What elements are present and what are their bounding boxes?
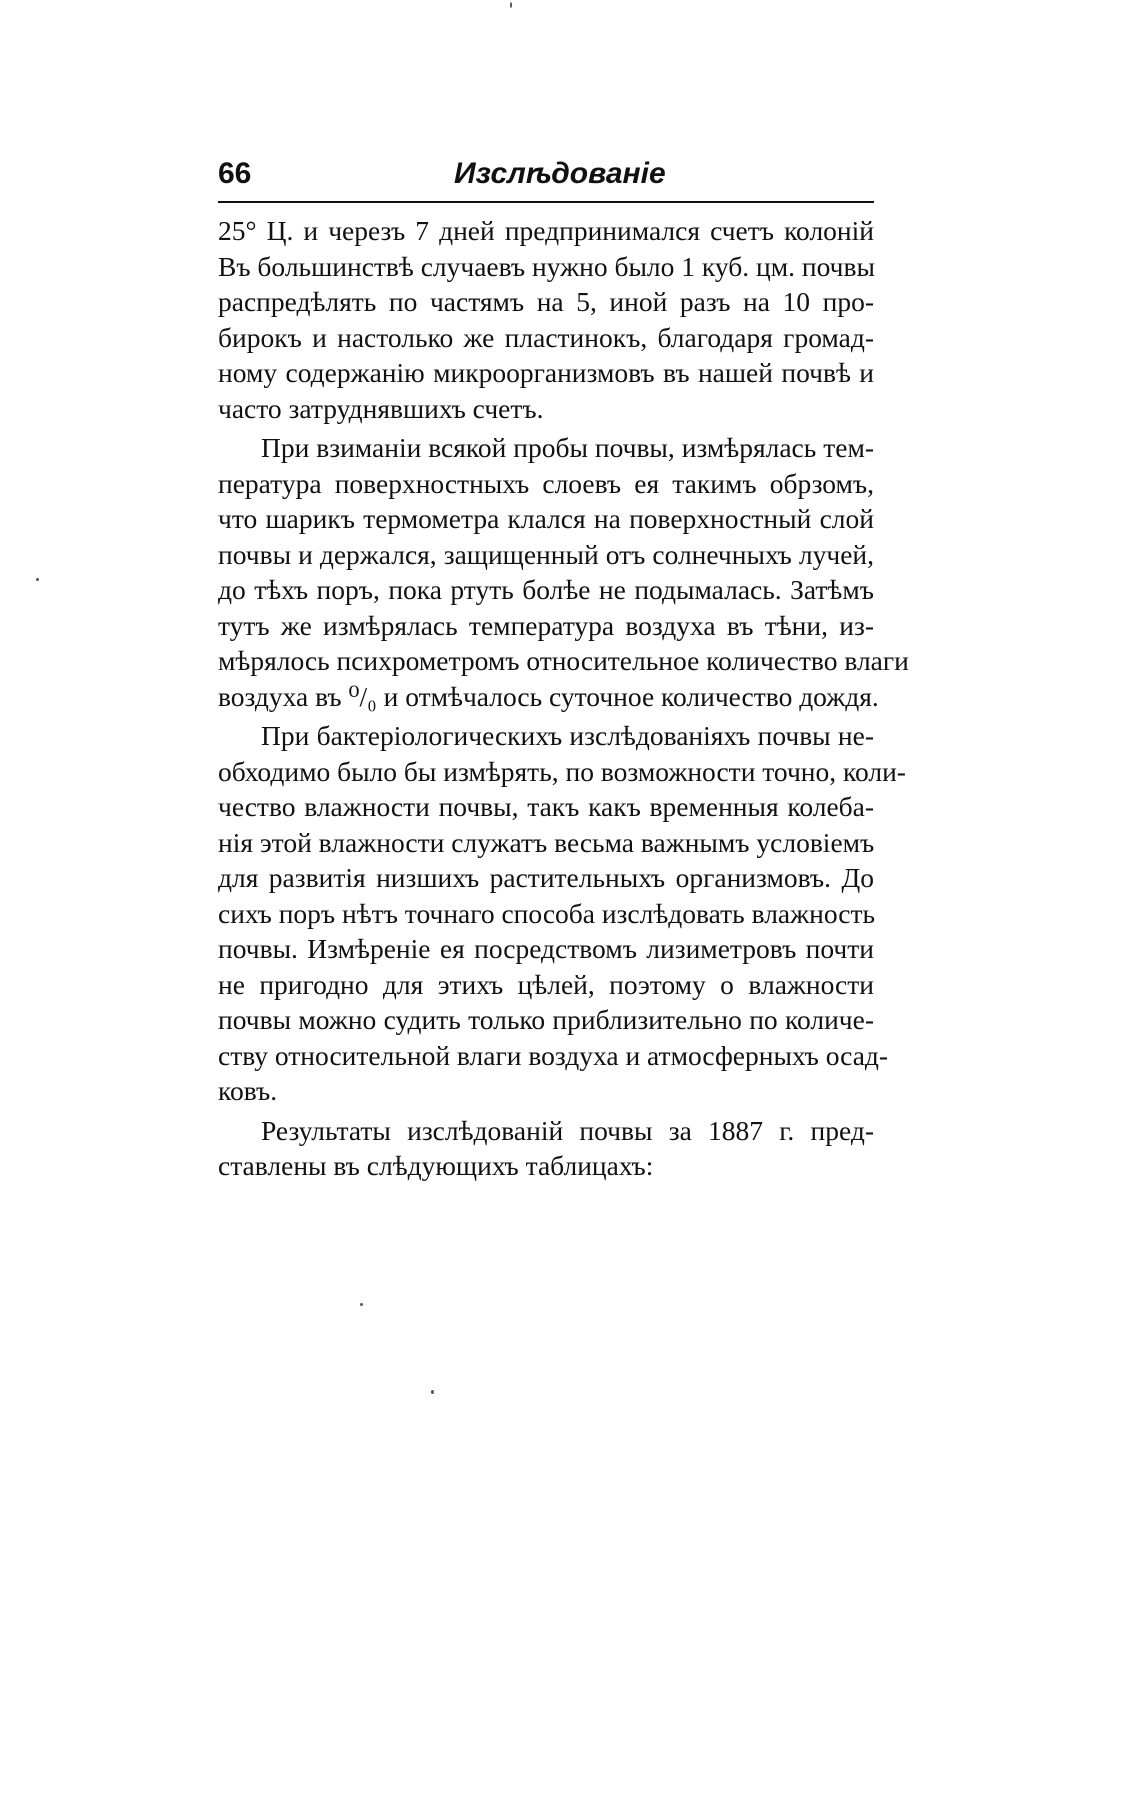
scan-speck [36, 578, 39, 581]
text-line: до тѣхъ поръ, пока ртуть болѣе не подымалась. Затѣмъ [218, 574, 874, 605]
text-line: часто затруднявшихъ счетъ. [218, 392, 544, 424]
text-line: 25° Ц. и черезъ 7 дней предпринимался счетъ колоній [218, 215, 874, 246]
paragraph-3 [218, 718, 906, 1109]
text-line: распредѣлять по частямъ на 5, иной разъ на 10 про- [218, 286, 874, 317]
text-line: ному содержанію микроорганизмовъ въ нашей почвѣ и [218, 357, 874, 388]
text-line: почвы можно судить только приблизительно по количе- [218, 1004, 874, 1035]
text-line: что шарикъ термометра клался на поверхностный слой [218, 503, 874, 534]
text-line: тутъ же измѣрялась температура воздуха въ тѣни, из- [218, 609, 874, 641]
text-line: Результаты изслѣдованій почвы за 1887 г. пред- [261, 1114, 874, 1146]
text-line: мѣрялось психрометромъ относительное количество влаги [218, 645, 909, 676]
paragraph-2 [218, 430, 909, 714]
paragraph-4 [218, 1113, 874, 1184]
text-line: При взиманіи всякой пробы почвы, измѣрялась тем- [261, 432, 874, 463]
scan-speck [510, 2, 512, 8]
text-line: ставлены въ слѣдующихъ таблицахъ: [218, 1150, 654, 1181]
page-number: 66 [218, 157, 252, 190]
text-line: почвы и держался, защищенный отъ солнечныхъ лучей, [218, 538, 874, 570]
text-line: ству относительной влаги воздуха и атмосферныхъ осад- [218, 1039, 889, 1071]
scan-speck [360, 1303, 363, 1306]
running-title: Изслѣдованіе [454, 157, 666, 190]
text-line: воздуха въ ⁰/₀ и отмѣчалось суточное количество дождя. [218, 680, 879, 712]
text-line: обходимо было бы измѣрять, по возможности точно, коли- [218, 755, 906, 787]
text-line: Въ большинствѣ случаевъ нужно было 1 куб. цм. почвы [218, 250, 875, 282]
running-head [218, 155, 874, 203]
text-line: ковъ. [218, 1075, 278, 1106]
text-line: бирокъ и настолько же пластинокъ, благодаря громад- [218, 321, 874, 353]
text-line: При бактеріологическихъ изслѣдованіяхъ почвы не- [261, 720, 874, 751]
text-line: нія этой влажности служатъ весьма важнымъ условіемъ [218, 826, 875, 858]
text-line: не пригодно для этихъ цѣлей, поэтому о влажности [218, 968, 874, 1000]
text-line: сихъ поръ нѣтъ точнаго способа изслѣдовать влажность [218, 897, 876, 929]
book-page [218, 155, 909, 1184]
text-line: пература поверхностныхъ слоевъ ея такимъ обрзомъ, [218, 467, 874, 499]
scan-speck [431, 1390, 434, 1394]
text-line: для развитія низшихъ растительныхъ организмовъ. До [218, 862, 874, 893]
paragraph-1 [218, 213, 874, 426]
text-line: почвы. Измѣреніе ея посредствомъ лизиметровъ почти [218, 933, 874, 964]
text-line: чество влажности почвы, такъ какъ временныя колеба- [218, 791, 874, 822]
